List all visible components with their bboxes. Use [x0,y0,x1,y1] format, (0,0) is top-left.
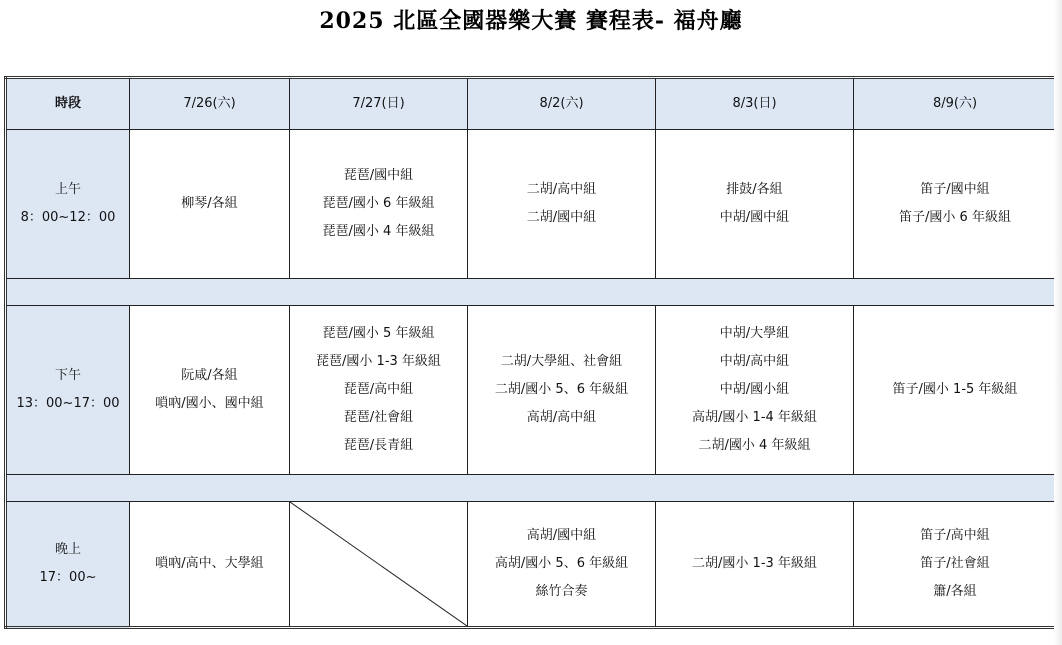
event-entry: 中胡/高中組 [719,354,790,369]
event-entry: 笛子/高中組 [920,528,990,543]
event-entry: 琵琶/國小 5 年級組 [322,326,435,341]
event-entry: 高胡/國中組 [526,528,597,543]
event-entry: 琵琶/國中組 [343,168,414,183]
schedule-cell [290,130,468,279]
empty-slashed-cell [290,502,468,628]
period-cell-afternoon [6,306,130,475]
event-entry: 簫/各組 [933,584,977,599]
event-entry: 二胡/國小 4 年級組 [698,438,811,453]
schedule-cell [468,130,656,279]
spacer-cell [6,475,1058,502]
schedule-cell [656,130,854,279]
event-entry: 嗩吶/國小、國中組 [155,396,264,411]
event-entry: 二胡/國小 1-3 年級組 [692,556,817,571]
schedule-cell [130,306,290,475]
header-row [6,78,1058,130]
header-date: 7/27(日) [290,78,468,130]
event-entry: 嗩吶/高中、大學組 [155,556,264,571]
period-time: 13：00~17：00 [16,396,120,411]
morning-row [6,130,1058,279]
page-title: 2025 北區全國器樂大賽 賽程表- 福舟廳 [319,8,743,34]
event-entry: 柳琴/各組 [181,196,238,211]
event-entry: 二胡/大學組、社會組 [500,354,623,369]
period-name: 上午 [54,182,81,197]
schedule-cell [290,306,468,475]
header-date: 7/26(六) [130,78,290,130]
header-date: 8/2(六) [468,78,656,130]
event-entry: 中胡/國小組 [719,382,790,397]
event-entry: 琵琶/社會組 [343,410,414,425]
header-date: 8/9(六) [854,78,1058,130]
header-period: 時段 [6,78,130,130]
event-entry: 笛子/社會組 [920,556,990,571]
diagonal-slash [290,502,467,626]
schedule-cell [468,306,656,475]
event-entry: 中胡/大學組 [719,326,790,341]
event-entry: 中胡/國中組 [719,210,790,225]
event-entry: 笛子/國小 6 年級組 [899,210,1011,225]
event-entry: 阮咸/各組 [181,368,238,383]
afternoon-row [6,306,1058,475]
schedule-cell [854,130,1058,279]
event-entry: 高胡/高中組 [526,410,597,425]
event-entry: 琵琶/長青組 [343,438,414,453]
event-entry: 二胡/高中組 [526,182,597,197]
spacer-row [6,279,1058,306]
period-cell-morning [6,130,130,279]
event-entry: 琵琶/高中組 [343,382,414,397]
schedule-cell [854,502,1058,628]
period-time: 8：00~12：00 [20,210,116,225]
period-name: 下午 [54,368,81,383]
event-entry: 高胡/國小 5、6 年級組 [494,556,629,571]
event-entry: 排鼓/各組 [726,182,783,197]
schedule-cell [130,130,290,279]
event-entry: 琵琶/國小 6 年級組 [322,196,435,211]
event-entry: 笛子/國中組 [920,182,990,197]
schedule-cell [130,502,290,628]
schedule-table [4,76,1059,629]
spacer-cell [6,279,1058,306]
period-time: 17：00~ [39,570,97,585]
schedule-cell [854,306,1058,475]
period-name: 晚上 [54,542,81,557]
period-cell-evening [6,502,130,628]
page-edge-shade [1054,0,1062,645]
event-entry: 二胡/國中組 [526,210,597,225]
schedule-cell [468,502,656,628]
spacer-row [6,475,1058,502]
header-date: 8/3(日) [656,78,854,130]
schedule-cell [656,306,854,475]
event-entry: 笛子/國小 1-5 年級組 [892,382,1018,397]
schedule-cell [656,502,854,628]
event-entry: 琵琶/國小 1-3 年級組 [316,354,441,369]
evening-row [6,502,1058,628]
event-entry: 絲竹合奏 [535,584,588,599]
event-entry: 高胡/國小 1-4 年級組 [692,410,817,425]
event-entry: 琵琶/國小 4 年級組 [322,224,435,239]
event-entry: 二胡/國小 5、6 年級組 [494,382,629,397]
